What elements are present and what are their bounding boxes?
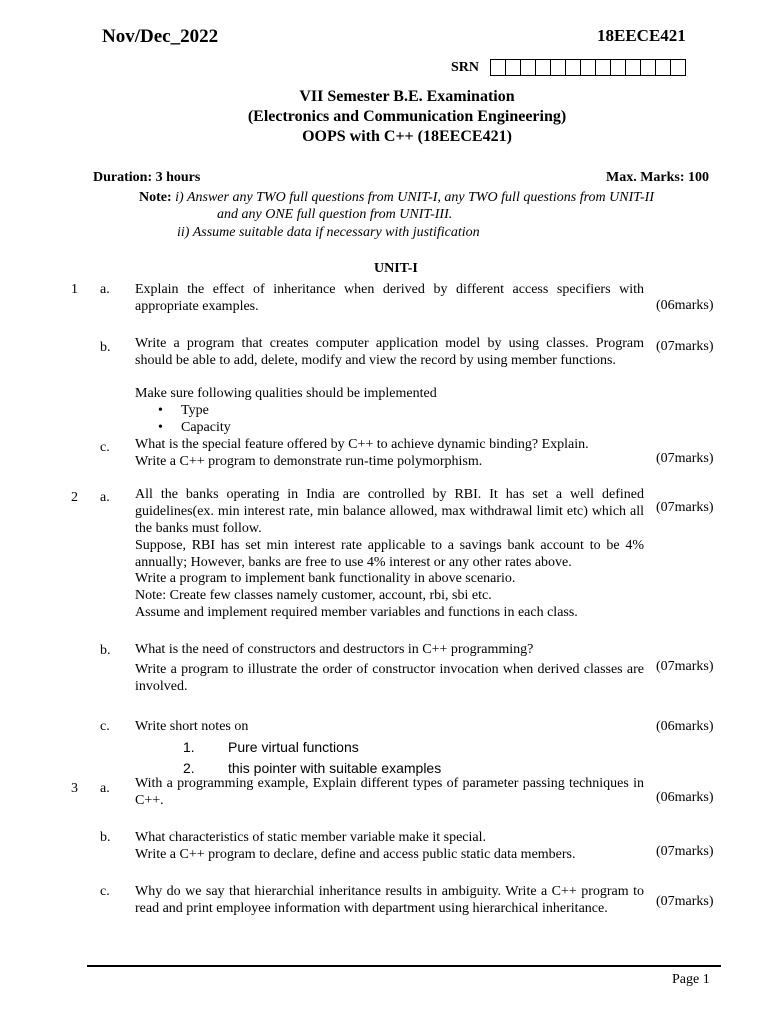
q1a-marks: (06marks) [656, 298, 714, 313]
q3c-label: c. [100, 884, 110, 899]
exam-session: Nov/Dec_2022 [102, 26, 219, 47]
note-line-2: and any ONE full question from UNIT-III. [217, 207, 453, 222]
q2c-item-2-num: 2. [183, 760, 195, 776]
srn-box[interactable] [640, 59, 656, 76]
q3a-label: a. [100, 781, 110, 796]
note-label: Note: [139, 190, 172, 205]
q3b-text: What characteristics of static member variable make it special. [135, 830, 487, 845]
unit-heading: UNIT-I [374, 261, 418, 276]
q2c-item-1-text: Pure virtual functions [228, 739, 359, 755]
department-title: (Electronics and Communication Engineering) [247, 108, 567, 125]
q2c-marks: (06marks) [656, 719, 714, 734]
q1b-text-2: Make sure following qualities should be implemented [135, 386, 437, 401]
page-number: Page 1 [672, 972, 710, 987]
q1c-text-2: Write a C++ program to demonstrate run-time polymorphism. [135, 454, 483, 469]
q1b-bullet-capacity: • Capacity [181, 420, 231, 436]
srn-box[interactable] [535, 59, 551, 76]
question-number-3: 3 [71, 781, 78, 796]
duration: Duration: 3 hours [93, 170, 201, 185]
q3c-marks: (07marks) [656, 894, 714, 909]
q3c-text: Why do we say that hierarchial inheritance results in ambiguity. Write a C++ program to read and print employee information with department using hierarchical inheritance. [135, 884, 644, 916]
course-code: 18EECE421 [597, 26, 686, 45]
question-number-1: 1 [71, 282, 78, 297]
srn-box[interactable] [625, 59, 641, 76]
q3b-text-2: Write a C++ program to declare, define and access public static data members. [135, 847, 576, 862]
q2a-marks: (07marks) [656, 500, 714, 515]
max-marks: Max. Marks: 100 [606, 170, 710, 185]
q2a-label: a. [100, 490, 110, 505]
q1c-label: c. [100, 440, 110, 455]
srn-label: SRN [451, 60, 480, 75]
footer-divider [87, 965, 721, 967]
srn-box[interactable] [505, 59, 521, 76]
q2a-text-4: Note: Create few classes namely customer, account, rbi, sbi etc. [135, 588, 492, 603]
q2b-text-2: Write a program to illustrate the order of constructor invocation when derived classes are involved. [135, 662, 644, 694]
q2c-text: Write short notes on [135, 719, 249, 734]
q2c-label: c. [100, 719, 110, 734]
srn-box[interactable] [595, 59, 611, 76]
srn-box[interactable] [520, 59, 536, 76]
q2a-text-5: Assume and implement required member variables and functions in each class. [135, 605, 578, 620]
q2a-text-2: Suppose, RBI has set min interest rate applicable to a savings bank account to be 4% annually; However, banks are free to use 4% interest or any other rates above. [135, 538, 644, 570]
q1b-marks: (07marks) [656, 339, 714, 354]
exam-title: VII Semester B.E. Examination [299, 88, 515, 105]
q2b-text: What is the need of constructors and destructors in C++ programming? [135, 642, 534, 657]
note-text-1: i) Answer any TWO full questions from UNIT-I, any TWO full questions from UNIT-II [175, 190, 654, 205]
srn-boxes [491, 59, 686, 76]
note-line-3: ii) Assume suitable data if necessary with justification [177, 225, 480, 240]
srn-box[interactable] [670, 59, 686, 76]
q1b-text: Write a program that creates computer application model by using classes. Program should be able to add, delete, modify and view the record by using member functions. [135, 336, 644, 368]
q1c-marks: (07marks) [656, 451, 714, 466]
note-line-1 [139, 190, 654, 206]
q3a-marks: (06marks) [656, 790, 714, 805]
q1a-label: a. [100, 282, 110, 297]
srn-box[interactable] [580, 59, 596, 76]
q3a-text: With a programming example, Explain different types of parameter passing techniques in C++. [135, 776, 644, 808]
srn-box[interactable] [550, 59, 566, 76]
subject-title: OOPS with C++ (18EECE421) [302, 128, 512, 145]
q1a-text: Explain the effect of inheritance when derived by different access specifiers with appropriate examples. [135, 282, 644, 314]
srn-box[interactable] [490, 59, 506, 76]
q2c-item-1-num: 1. [183, 739, 195, 755]
srn-box[interactable] [655, 59, 671, 76]
q2c-item-2-text: this pointer with suitable examples [228, 760, 442, 776]
srn-box[interactable] [565, 59, 581, 76]
q2a-text: All the banks operating in India are controlled by RBI. It has set a well defined guidelines(ex. min interest rate, min balance allowed, max withdrawal limit etc) which all the banks must follow. [135, 487, 644, 536]
srn-box[interactable] [610, 59, 626, 76]
q1c-text: What is the special feature offered by C++ to achieve dynamic binding? Explain. [135, 437, 589, 452]
q1b-label: b. [100, 340, 111, 355]
q3b-marks: (07marks) [656, 844, 714, 859]
q1b-bullet-type: • Type [181, 403, 209, 419]
q2a-text-3: Write a program to implement bank functionality in above scenario. [135, 571, 516, 586]
q2b-marks: (07marks) [656, 659, 714, 674]
question-number-2: 2 [71, 490, 78, 505]
q3b-label: b. [100, 830, 111, 845]
q2b-label: b. [100, 643, 111, 658]
